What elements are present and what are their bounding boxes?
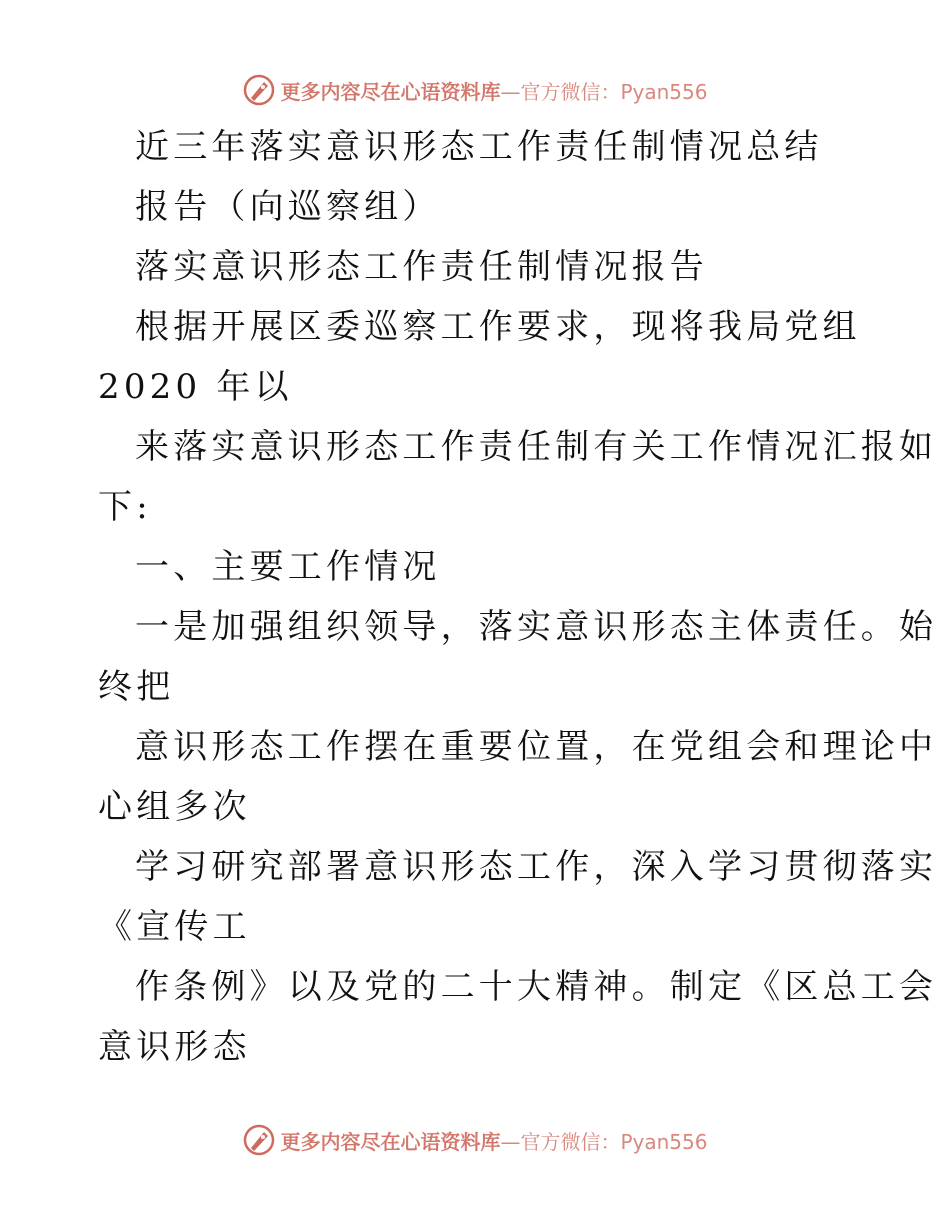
paragraph-line: 心组多次 [98,787,251,827]
paragraph-line: 来落实意识形态工作责任制有关工作情况汇报如 [135,427,938,467]
pen-nib-logo-icon [242,1123,276,1157]
paragraph-line: 根据开展区委巡察工作要求，现将我局党组 [135,307,861,347]
paragraph-line: 意识形态工作摆在重要位置，在党组会和理论中 [135,727,938,767]
watermark-text: 更多内容尽在心语资料库—官方微信：Pyan556 [280,79,708,104]
paragraph-line: 学习研究部署意识形态工作，深入学习贯彻落实 [135,847,938,887]
paragraph-line: 终把 [98,667,175,707]
paragraph-line: 一是加强组织领导，落实意识形态主体责任。始 [135,607,938,647]
paragraph-line: 《宣传工 [98,907,251,947]
subtitle: 落实意识形态工作责任制情况报告 [135,247,708,287]
title-line-2: 报告（向巡察组） [135,187,441,227]
section-heading: 一、主要工作情况 [135,547,441,587]
watermark-text: 更多内容尽在心语资料库—官方微信：Pyan556 [280,1129,708,1154]
paragraph-line: 作条例》以及党的二十大精神。制定《区总工会 [135,967,938,1007]
title-line-1: 近三年落实意识形态工作责任制情况总结 [135,127,823,167]
watermark-header [0,70,950,110]
paragraph-line: 2020 年以 [98,367,293,407]
paragraph-line: 意识形态 [98,1027,251,1067]
paragraph-line: 下: [98,487,152,527]
pen-nib-logo-icon [242,73,276,107]
watermark-footer [0,1120,950,1160]
